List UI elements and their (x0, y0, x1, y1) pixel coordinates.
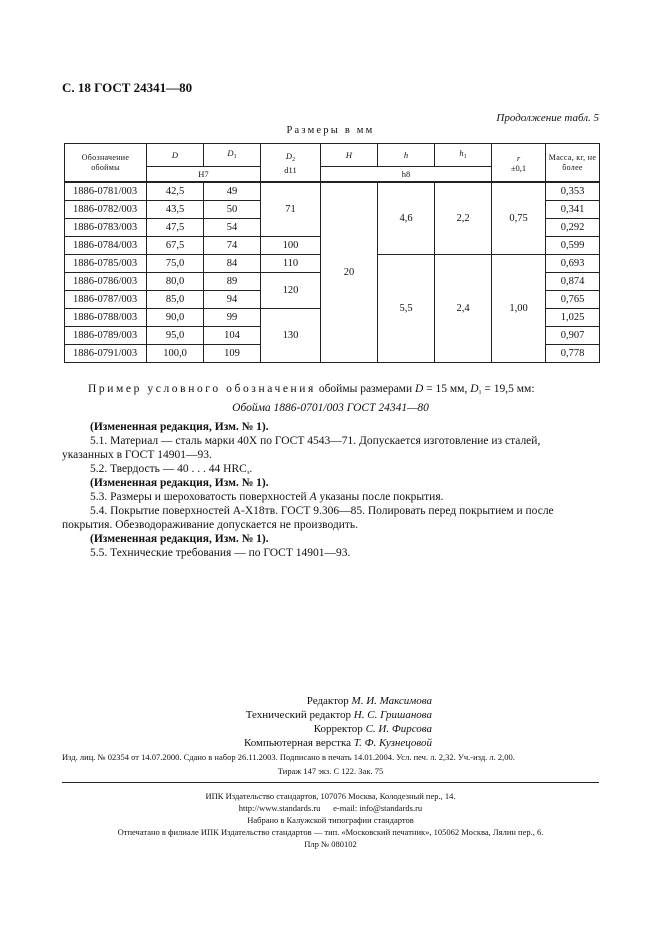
H-value: 20 (321, 182, 378, 363)
page-header: С. 18 ГОСТ 24341—80 (62, 80, 193, 95)
table-row: 1886-0784/003 67,5 74 100 0,599 (65, 237, 600, 255)
header-h1: $h_1$ (435, 144, 492, 167)
clause-5-2: 5.2. Твердость — 40 . . . 44 $HRC_э$. (90, 463, 253, 476)
r-group-1: 0,75 (492, 182, 546, 255)
table-row: 1886-0789/003 95,0 104 0,907 (65, 327, 600, 345)
credit-layout: Компьютерная верстка Т. Ф. Кузнецовой (243, 737, 432, 749)
D2-group-2: 100 (261, 237, 321, 255)
revision-note-2: (Измененная редакция, Изм. № 1). (90, 477, 269, 489)
publisher-line-4: Отпечатано в филиале ИПК Издательство стандартов — тип. «Московский печатник», 105062 Москва, Лялин пер., 6. (117, 827, 544, 837)
h-group-2: 5,5 (378, 255, 435, 363)
clause-5-3: 5.3. Размеры и шероховатость поверхностей А указаны после покрытия. (90, 491, 444, 503)
dimensions-table (64, 143, 600, 363)
r-group-2: 1,00 (492, 255, 546, 363)
clause-5-1: 5.1. Материал — сталь марки 40Х по ГОСТ 4543—71. Допускается изготовление из сталей, указанных в ГОСТ 14901—93. (62, 435, 541, 461)
revision-note-1: (Измененная редакция, Изм. № 1). (90, 421, 269, 433)
publisher-line-2: http://www.standards.ru e-mail: info@standards.ru (238, 803, 423, 813)
header-D: D (147, 144, 204, 167)
h1-group-2: 2,4 (435, 255, 492, 363)
publisher-line-1: ИПК Издательство стандартов, 107076 Москва, Колодезный пер., 14. (205, 791, 456, 801)
table-row: 1886-0785/003 75,0 84 110 5,5 2,4 1,00 0,693 (65, 255, 600, 273)
header-D2: $D_2$ d11 (261, 144, 321, 183)
sizes-caption: Размеры в мм (286, 125, 375, 136)
header-h: h (378, 144, 435, 167)
credits-block (232, 694, 432, 750)
h-group-1: 4,6 (378, 182, 435, 255)
credit-proofreader: Корректор С. И. Фирсова (313, 723, 432, 735)
tolerance-H7: H7 (147, 167, 261, 183)
table-row: 1886-0791/003 100,0 109 0,778 (65, 345, 600, 363)
publisher-line-5: Плр № 080102 (304, 839, 357, 849)
table-row: 1886-0787/003 85,0 94 0,765 (65, 291, 600, 309)
header-H: H (321, 144, 378, 167)
imprint-line-1: Изд. лиц. № 02354 от 14.07.2000. Сдано в набор 26.11.2003. Подписано в печать 14.01.2004. Усл. печ. л. 2,32. Уч.-изд. л. 2,00. (62, 752, 515, 762)
divider (62, 782, 599, 783)
table-row: 1886-0781/003 42,5 49 71 20 4,6 2,2 0,75 0,353 (65, 182, 600, 201)
designation-example: Пример условного обозначения обоймы размерами D = 15 мм, $D_1 = 19,5$ мм: (88, 383, 535, 396)
clause-5-5: 5.5. Технические требования — по ГОСТ 14901—93. (90, 547, 351, 559)
table-row: 1886-0783/003 47,5 54 0,292 (65, 219, 600, 237)
table-row: 1886-0788/003 90,0 99 130 1,025 (65, 309, 600, 327)
D2-group-3: 110 (261, 255, 321, 273)
tolerance-h8: h8 (321, 167, 492, 183)
header-designation: Обозначение обоймы (65, 144, 147, 183)
table-row: 1886-0786/003 80,0 89 120 0,874 (65, 273, 600, 291)
credit-tech-editor: Технический редактор Н. С. Гришанова (245, 709, 432, 721)
header-r: r ±0,1 (492, 144, 546, 183)
clause-5-4: 5.4. Покрытие поверхностей А-Х18тв. ГОСТ 9.306—85. Полировать перед покрытием и после покрытия. Обезводораживание допускается не производить. (62, 505, 554, 531)
designation-example-text: Обойма 1886-0701/003 ГОСТ 24341—80 (232, 402, 429, 414)
D2-group-4: 120 (261, 273, 321, 309)
header-mass: Масса, кг, не более (546, 144, 600, 183)
publisher-line-3: Набрано в Калужской типографии стандартов (247, 815, 414, 825)
table-row: 1886-0782/003 43,5 50 0,341 (65, 201, 600, 219)
revision-note-3: (Измененная редакция, Изм. № 1). (90, 533, 269, 545)
h1-group-1: 2,2 (435, 182, 492, 255)
header-D1: $D_1$ (204, 144, 261, 167)
D2-group-1: 71 (261, 182, 321, 237)
imprint-line-2: Тираж 147 экз. С 122. Зак. 75 (277, 766, 384, 776)
table-continuation-note: Продолжение табл. 5 (496, 112, 599, 124)
D2-group-5: 130 (261, 309, 321, 363)
credit-editor: Редактор М. И. Максимова (306, 695, 432, 707)
